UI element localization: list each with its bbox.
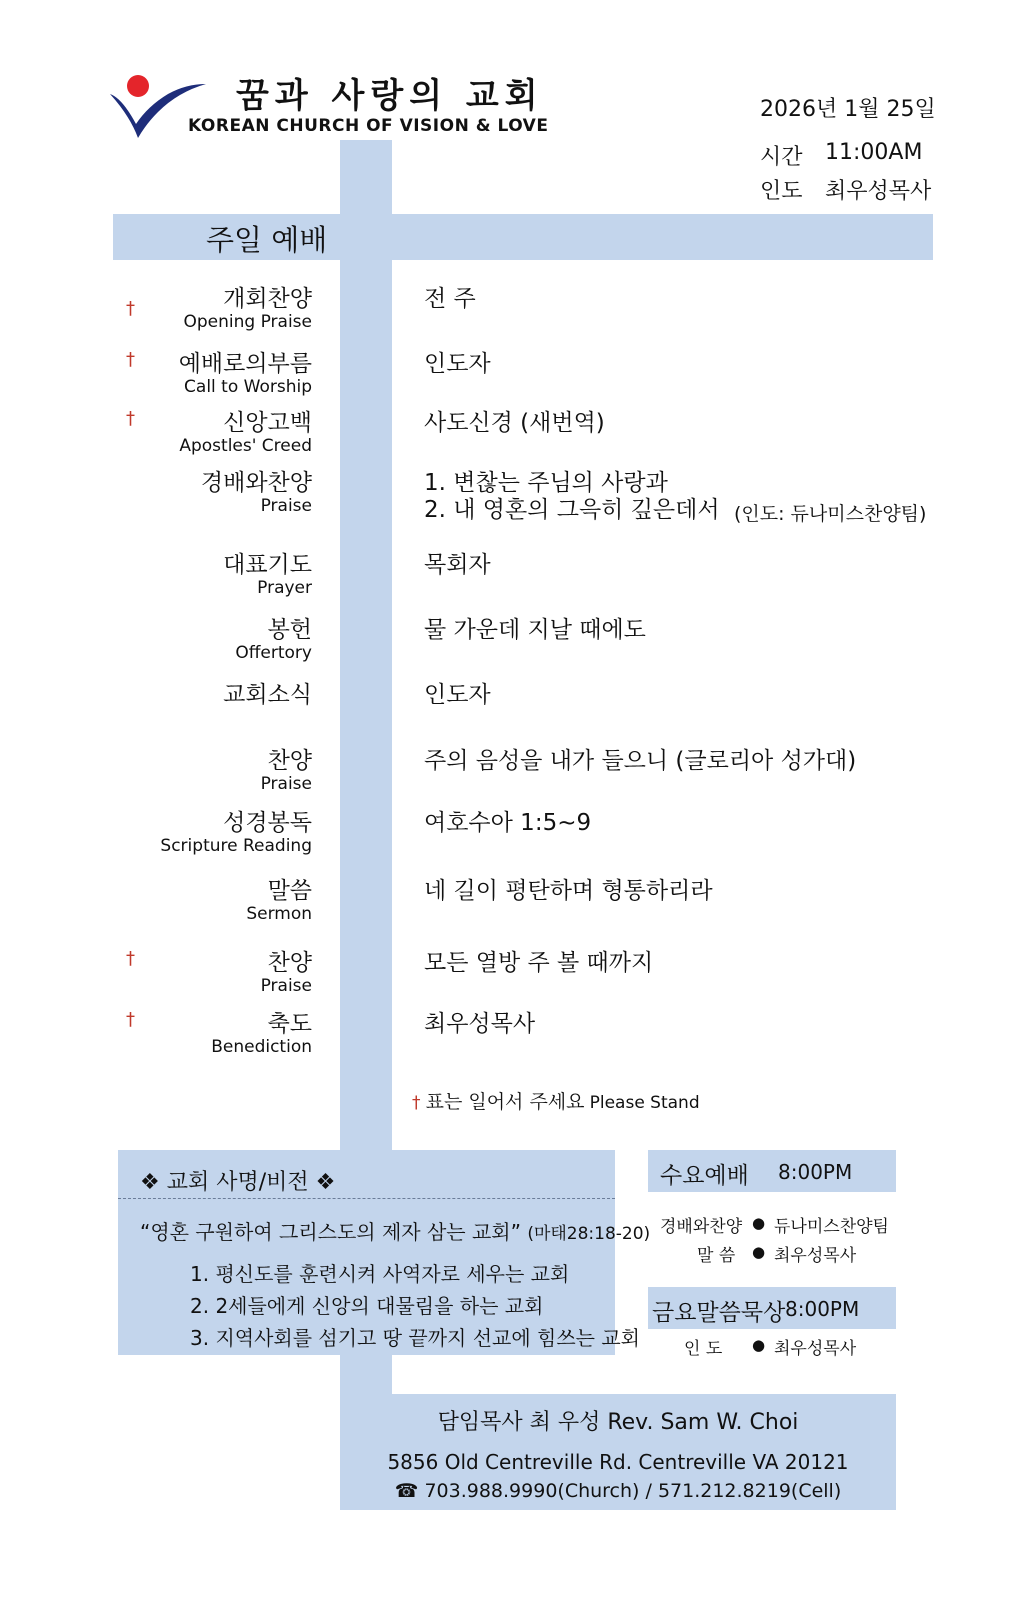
time-label: 시간 xyxy=(760,145,803,170)
friday-row-label: 인 도 xyxy=(684,1339,723,1359)
order-label-en: Opening Praise xyxy=(183,312,312,332)
church-address: 5856 Old Centreville Rd. Centreville VA 20121 xyxy=(387,1450,849,1474)
mission-divider xyxy=(118,1198,615,1199)
bullet-icon: ● xyxy=(752,1336,766,1354)
order-item-value: 사도신경 (새번역) xyxy=(424,410,605,436)
order-label-kr: 축도 xyxy=(267,1011,312,1037)
wednesday-row-label: 경배와찬양 xyxy=(660,1217,743,1237)
order-item-label xyxy=(0,552,312,598)
order-label-en: Benediction xyxy=(211,1037,312,1057)
order-label-en: Praise xyxy=(260,496,312,516)
order-item-note: (인도: 듀나미스찬양팀) xyxy=(734,503,927,525)
order-label-kr: 경배와찬양 xyxy=(200,470,312,496)
order-label-en: Prayer xyxy=(257,578,312,598)
order-item-label xyxy=(0,950,312,996)
wednesday-row-value: 듀나미스찬양팀 xyxy=(774,1217,889,1237)
order-item-value: 1. 변찮는 주님의 사랑과 xyxy=(424,470,668,496)
order-item-label xyxy=(0,410,312,456)
wednesday-time: 8:00PM xyxy=(778,1160,853,1184)
order-label-kr: 대표기도 xyxy=(223,552,312,578)
order-item-value: 모든 열방 주 볼 때까지 xyxy=(424,950,654,976)
order-item-label xyxy=(0,617,312,663)
friday-title: 금요말씀묵상 xyxy=(652,1300,786,1326)
mission-quote-ref: (마태28:18-20) xyxy=(527,1224,651,1244)
bullet-icon: ● xyxy=(752,1243,766,1261)
stand-note-kr: 표는 일어서 주세요 xyxy=(425,1091,585,1113)
order-item-value: 물 가운데 지날 때에도 xyxy=(424,617,646,643)
mission-title: ❖ 교회 사명/비전 ❖ xyxy=(140,1170,336,1195)
order-label-kr: 봉헌 xyxy=(267,617,312,643)
stand-mark-icon: † xyxy=(126,298,135,319)
stand-mark-icon: † xyxy=(126,349,135,370)
time-value: 11:00AM xyxy=(825,140,923,165)
order-item-label xyxy=(0,682,312,708)
order-label-kr: 성경봉독 xyxy=(223,810,312,836)
order-label-kr: 말씀 xyxy=(267,878,312,904)
order-item-value: 목회자 xyxy=(424,552,491,578)
order-label-en: Offertory xyxy=(235,643,312,663)
mission-quote-text: “영혼 구원하여 그리스도의 제자 삼는 교회” xyxy=(140,1220,521,1244)
order-item-label xyxy=(0,470,312,516)
sunday-service-title: 주일 예배 xyxy=(206,223,328,257)
order-item-value: 네 길이 평탄하며 형통하리라 xyxy=(424,878,713,904)
order-item-value: 여호수아 1:5~9 xyxy=(424,810,592,836)
bullet-icon: ● xyxy=(752,1214,766,1232)
order-item-value: 인도자 xyxy=(424,351,491,377)
order-label-en: Call to Worship xyxy=(184,377,312,397)
order-label-kr: 예배로의부름 xyxy=(178,351,312,377)
order-item-value: 인도자 xyxy=(424,682,491,708)
stand-note-en: Please Stand xyxy=(589,1093,700,1113)
mission-item: 3. 지역사회를 섬기고 땅 끝까지 선교에 힘쓰는 교회 xyxy=(190,1326,640,1350)
order-item-label xyxy=(0,1011,312,1057)
lead-label: 인도 xyxy=(760,179,803,204)
order-item-value: 최우성목사 xyxy=(424,1011,536,1037)
mission-item: 1. 평신도를 훈련시켜 사역자로 세우는 교회 xyxy=(190,1262,570,1286)
lead-value: 최우성목사 xyxy=(825,179,932,204)
order-item-label xyxy=(0,351,312,397)
church-name-en: KOREAN CHURCH OF VISION & LOVE xyxy=(188,116,549,136)
order-label-kr: 찬양 xyxy=(267,950,312,976)
stand-mark-icon: † xyxy=(126,948,135,969)
wednesday-row-value: 최우성목사 xyxy=(774,1246,857,1266)
stand-mark-icon: † xyxy=(126,1009,135,1030)
friday-time: 8:00PM xyxy=(785,1297,860,1321)
order-label-en: Apostles' Creed xyxy=(179,436,312,456)
order-label-kr: 찬양 xyxy=(267,748,312,774)
church-phone: ☎ 703.988.9990(Church) / 571.212.8219(Cell) xyxy=(394,1480,842,1502)
mission-item: 2. 2세들에게 신앙의 대물림을 하는 교회 xyxy=(190,1294,544,1318)
stand-mark-icon: † xyxy=(126,408,135,429)
order-item-value: 전 주 xyxy=(424,286,476,312)
order-label-kr: 신앙고백 xyxy=(223,410,312,436)
order-label-en: Praise xyxy=(260,976,312,996)
stand-mark-icon: † xyxy=(412,1093,421,1113)
pastor-name: 담임목사 최 우성 Rev. Sam W. Choi xyxy=(437,1410,799,1435)
order-item-value-2: 2. 내 영혼의 그윽히 깊은데서 xyxy=(424,497,720,523)
order-item-label xyxy=(0,878,312,924)
order-label-kr: 교회소식 xyxy=(223,682,312,708)
order-item-label xyxy=(0,810,312,856)
order-item-label xyxy=(0,748,312,794)
church-name-kr: 꿈과 사랑의 교회 xyxy=(236,76,544,116)
friday-row-value: 최우성목사 xyxy=(774,1339,857,1359)
stand-note xyxy=(412,1087,700,1114)
order-label-en: Sermon xyxy=(246,904,312,924)
mission-quote xyxy=(140,1216,650,1245)
order-label-en: Scripture Reading xyxy=(160,836,312,856)
service-date: 2026년 1월 25일 xyxy=(760,97,936,122)
order-label-en: Praise xyxy=(260,774,312,794)
order-item-label xyxy=(0,286,312,332)
wednesday-title: 수요예배 xyxy=(660,1163,749,1189)
order-label-kr: 개회찬양 xyxy=(223,286,312,312)
order-item-value: 주의 음성을 내가 들으니 (글로리아 성가대) xyxy=(424,748,857,774)
wednesday-row-label: 말 씀 xyxy=(697,1246,736,1266)
